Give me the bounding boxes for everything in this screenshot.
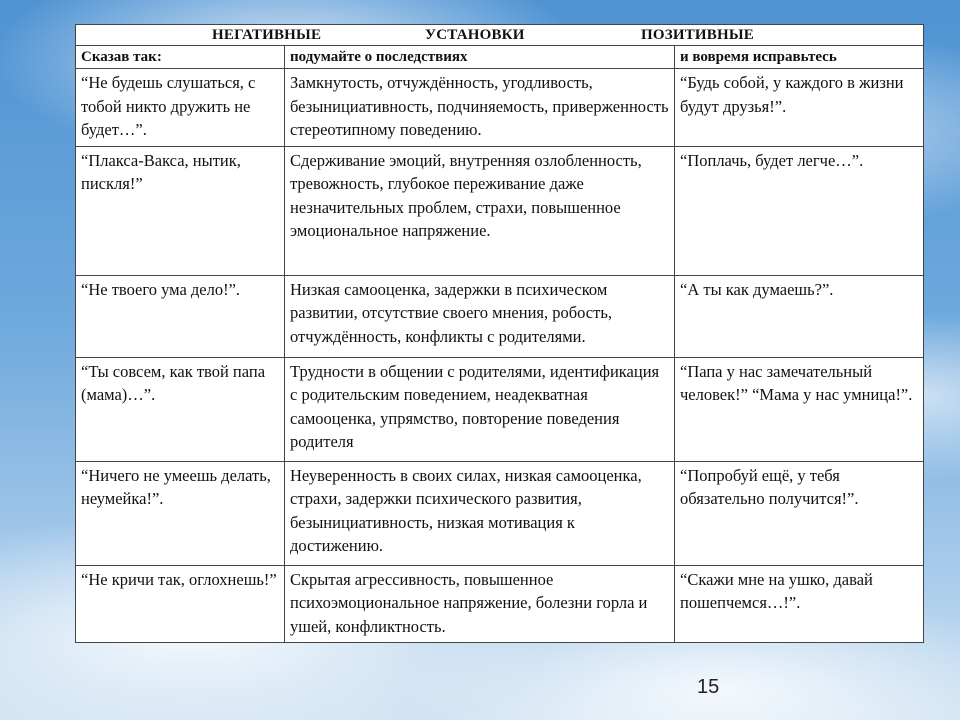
attitudes-table <box>75 24 924 643</box>
cell-said: “Не кричи так, оглохнешь!” <box>76 565 285 643</box>
cell-correction: “Попробуй ещё, у тебя обязательно получится!”. <box>675 461 924 565</box>
cell-consequences: Низкая самооценка, задержки в психическом развитии, отсутствие своего мнения, робость, отчуждённость, конфликты с родителями. <box>285 275 675 357</box>
cell-said: “Ничего не умеешь делать, неумейка!”. <box>76 461 285 565</box>
column-header-consequences: подумайте о последствиях <box>285 46 675 69</box>
column-header-row <box>76 46 924 69</box>
cell-consequences: Скрытая агрессивность, повышенное психоэмоциональное напряжение, болезни горла и ушей, конфликтность. <box>285 565 675 643</box>
table-row <box>76 69 924 147</box>
cell-said: “Не твоего ума дело!”. <box>76 275 285 357</box>
cell-correction: “Поплачь, будет легче…”. <box>675 146 924 275</box>
page-number: 15 <box>697 676 720 698</box>
column-header-correction: и вовремя исправьтесь <box>675 46 924 69</box>
cell-said: “Не будешь слушаться, с тобой никто дружить не будет…”. <box>76 69 285 147</box>
cell-correction: “Папа у нас замечательный человек!” “Мама у нас умница!”. <box>675 357 924 461</box>
title-word-positive: ПОЗИТИВНЫЕ <box>641 27 754 43</box>
table-row <box>76 357 924 461</box>
cell-correction: “Будь собой, у каждого в жизни будут друзья!”. <box>675 69 924 147</box>
cell-correction: “А ты как думаешь?”. <box>675 275 924 357</box>
cell-consequences: Неуверенность в своих силах, низкая самооценка, страхи, задержки психического развития, безынициативность, низкая мотивация к достижению. <box>285 461 675 565</box>
table-row <box>76 146 924 275</box>
table-title <box>76 25 924 46</box>
cell-consequences: Трудности в общении с родителями, идентификация с родительским поведением, неадекватная самооценка, упрямство, повторение поведения родителя <box>285 357 675 461</box>
title-word-negative: НЕГАТИВНЫЕ <box>212 27 322 43</box>
table-row <box>76 461 924 565</box>
cell-said: “Ты совсем, как твой папа (мама)…”. <box>76 357 285 461</box>
table-row <box>76 565 924 643</box>
cell-consequences: Сдерживание эмоций, внутренняя озлобленность, тревожность, глубокое переживание даже незначительных проблем, страхи, повышенное эмоциональное напряжение. <box>285 146 675 275</box>
attitudes-table-container <box>75 24 923 643</box>
title-word-settings: УСТАНОВКИ <box>425 27 525 43</box>
table-row <box>76 275 924 357</box>
cell-correction: “Скажи мне на ушко, давай пошепчемся…!”. <box>675 565 924 643</box>
cell-said: “Плакса-Вакса, нытик, пискля!” <box>76 146 285 275</box>
cell-consequences: Замкнутость, отчуждённость, угодливость, безынициативность, подчиняемость, приверженность стереотипному поведению. <box>285 69 675 147</box>
table-title-row <box>76 25 924 46</box>
column-header-said: Сказав так: <box>76 46 285 69</box>
